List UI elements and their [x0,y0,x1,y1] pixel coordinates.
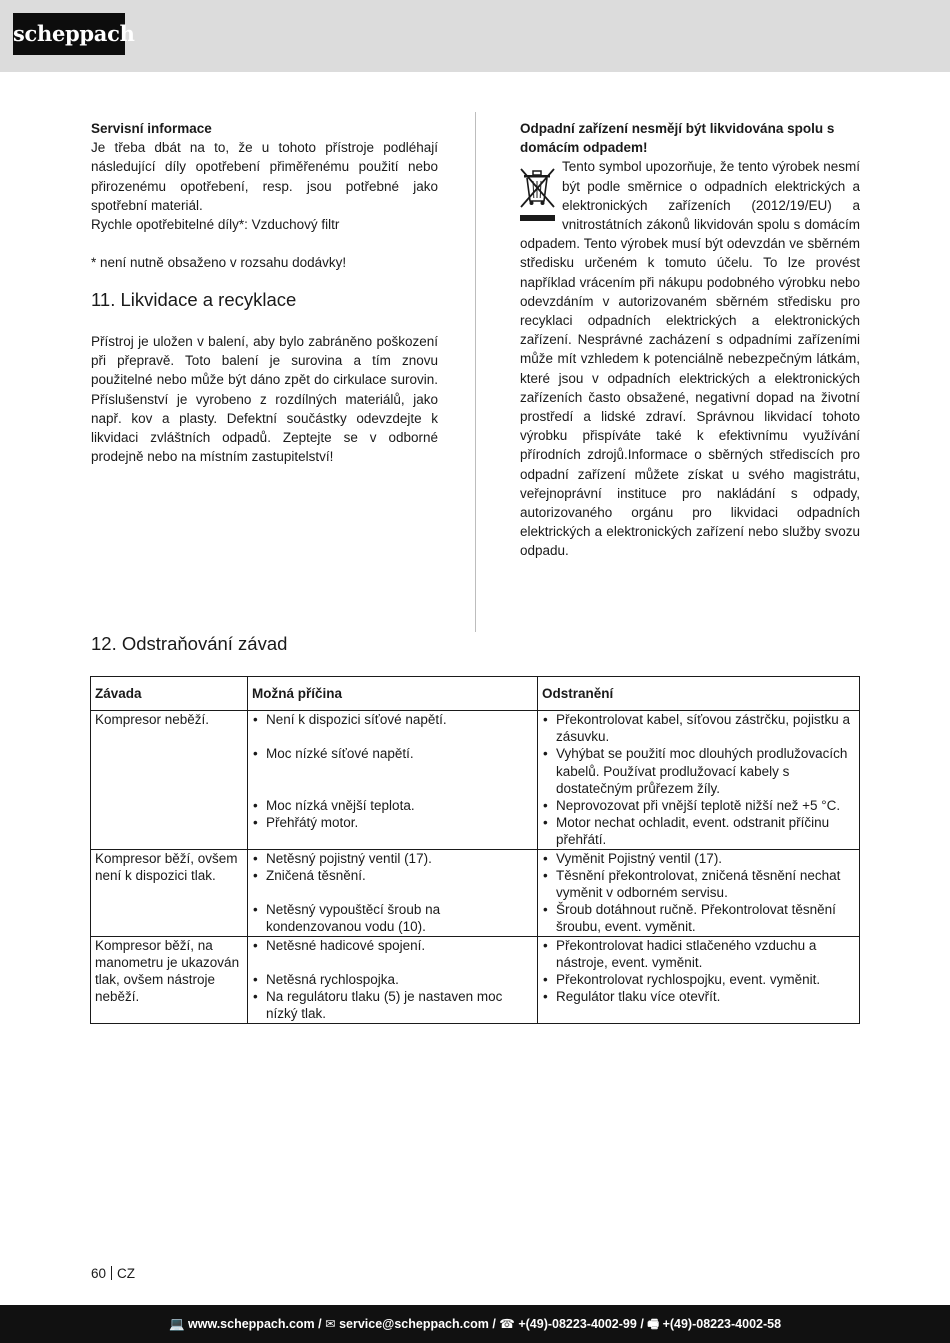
phone-icon: ☎ [499,1317,515,1331]
footer-separator: / [318,1317,326,1331]
fix-item: • Těsnění překontrolovat, zničená těsnění nechat vyměnit v odborném servisu. [542,867,855,901]
table-row [91,849,860,936]
weee-title: Odpadní zařízení nesmějí být likvidována spolu s domácím odpadem! [520,121,835,156]
cause-item: • Netěsné hadicové spojení. [252,937,533,954]
fix-item: • Šroub dotáhnout ručně. Překontrolovat těsnění šroubu, event. vyměnit. [542,901,855,935]
cause-item: • Netěsný pojistný ventil (17). [252,850,533,867]
cause-item: • Moc nízké síťové napětí. [252,745,533,762]
table-row [91,936,860,1023]
right-column [520,119,860,561]
left-column [91,119,438,273]
service-body: Je třeba dbát na to, že u tohoto přístroje podléhají následující díly opotřebení přiměřenému použití nebo přirozenému opotřebení, resp. jsou potřebné jako spotřební materiál. [91,140,438,213]
cause-cell [248,849,538,936]
section-12-title: 12. Odstraňování závad [91,633,288,654]
page-number-value: 60 [91,1266,107,1281]
footnote: * není nutně obsaženo v rozsahu dodávky! [91,255,347,271]
table-header-row [91,677,860,711]
fix-cell [538,711,860,850]
footer-separator: / [640,1317,648,1331]
section-11-block [91,332,438,466]
column-divider [475,112,476,632]
table-row [91,711,860,850]
fix-item: • Překontrolovat hadici stlačeného vzduchu a nástroje, event. vyměnit. [542,937,855,971]
fax-number: +(49)-08223-4002-58 [662,1317,782,1331]
cause-item: • Na regulátoru tlaku (5) je nastaven moc nízký tlak. [252,988,533,1022]
page-header [0,0,950,72]
column-header-cause: Možná příčina [248,677,538,711]
fault-cell: Kompresor běží, ovšem není k dispozici tlak. [91,849,248,936]
fix-item: • Překontrolovat kabel, síťovou zástrčku, pojistku a zásuvku. [542,711,855,745]
page-number [91,1266,135,1281]
fix-cell [538,849,860,936]
computer-icon: 💻 [168,1317,185,1331]
troubleshooting-table [90,676,860,1024]
mail-icon: ✉ [325,1317,336,1331]
fix-item: • Regulátor tlaku více otevřít. [542,988,855,1005]
fix-cell [538,936,860,1023]
fault-cell: Kompresor běží, na manometru je ukazován tlak, ovšem nástroje neběží. [91,936,248,1023]
cause-item: • Netěsný vypouštěcí šroub na kondenzovanou vodu (10). [252,901,533,935]
service-title: Servisní informace [91,121,212,136]
cause-item: • Netěsná rychlospojka. [252,971,533,988]
section-11-title: 11. Likvidace a recyklace [91,289,297,310]
cause-item: • Není k dispozici síťové napětí. [252,711,533,728]
website-link[interactable]: www.scheppach.com [188,1317,315,1331]
fix-item: • Neprovozovat při vnější teplotě nižší než +5 °C. [542,797,855,814]
fault-cell: Kompresor neběží. [91,711,248,850]
column-header-fault: Závada [91,677,248,711]
section-11-body: Přístroj je uložen v balení, aby bylo zabráněno poškození při přepravě. Toto balení je surovina a tím znovu použitelné nebo může být dáno zpět do cirkulace surovin. Příslušenství je vyrobeno z rozdílných materiálů, jako např. kov a plasty. Defektní součástky odevzdejte k likvidaci zvláštních odpadů. Zeptejte se v odborné prodejně nebo na místním zastupitelství! [91,334,438,465]
page-footer [0,1305,950,1343]
fix-item: • Vyhýbat se použití moc dlouhých prodlužovacích kabelů. Používat prodlužovací kabely s dostatečným průřezem žíly. [542,745,855,797]
cause-cell [248,936,538,1023]
cause-cell [248,711,538,850]
page-language: CZ [117,1266,136,1281]
footer-separator: / [492,1317,500,1331]
fix-item: • Vyměnit Pojistný ventil (17). [542,850,855,867]
phone-number: +(49)-08223-4002-99 [518,1317,637,1331]
page-number-separator [111,1266,112,1280]
fix-item: • Motor nechat ochladit, event. odstranit příčinu přehřátí. [542,814,855,848]
wear-parts: Rychle opotřebitelné díly*: Vzduchový filtr [91,217,340,233]
brand-logo: scheppach [13,13,125,55]
email-link[interactable]: service@scheppach.com [339,1317,489,1331]
fax-icon: 🖷 [647,1317,660,1331]
cause-item: • Zničená těsnění. [252,867,533,884]
weee-body: Tento symbol upozorňuje, že tento výrobek nesmí být podle směrnice o odpadních elektrických a elektronických zařízeních (2012/19/EU) a vnitrostátních zákonů likvidován spolu s domácím odpadem. Tento výrobek musí být odevzdán ve sběrném středisku určeném k tomuto účelu. To lze provést například vrácením při nákupu podobného výrobku nebo odevzdáním v autorizovaném sběrném středisku pro recyklaci odpadních elektrických a elektronických zařízení. Nesprávné zacházení s odpadními zařízeními může mít vzhledem k potenciálně nebezpečným látkám, které jsou v odpadních elektrických a elektronických zařízeních často obsažené, negativní dopad na životní prostředí a lidské zdraví. Správnou likvidací tohoto výrobku přispíváte také k efektivnímu využívání přírodních zdrojů.Informace o sběrných střediscích pro odpadní zařízení můžete získat u svého magistrátu, veřejnoprávní instituce pro nakládání s odpady, autorizovaného orgánu pro likvidaci odpadních elektrických a elektronických zařízení nebo služby svozu odpadu. [520,159,860,559]
crossed-bin-icon [518,161,558,223]
column-header-fix: Odstranění [538,677,860,711]
cause-item: • Přehřátý motor. [252,814,533,831]
fix-item: • Překontrolovat rychlospojku, event. vyměnit. [542,971,855,988]
cause-item: • Moc nízká vnější teplota. [252,797,533,814]
